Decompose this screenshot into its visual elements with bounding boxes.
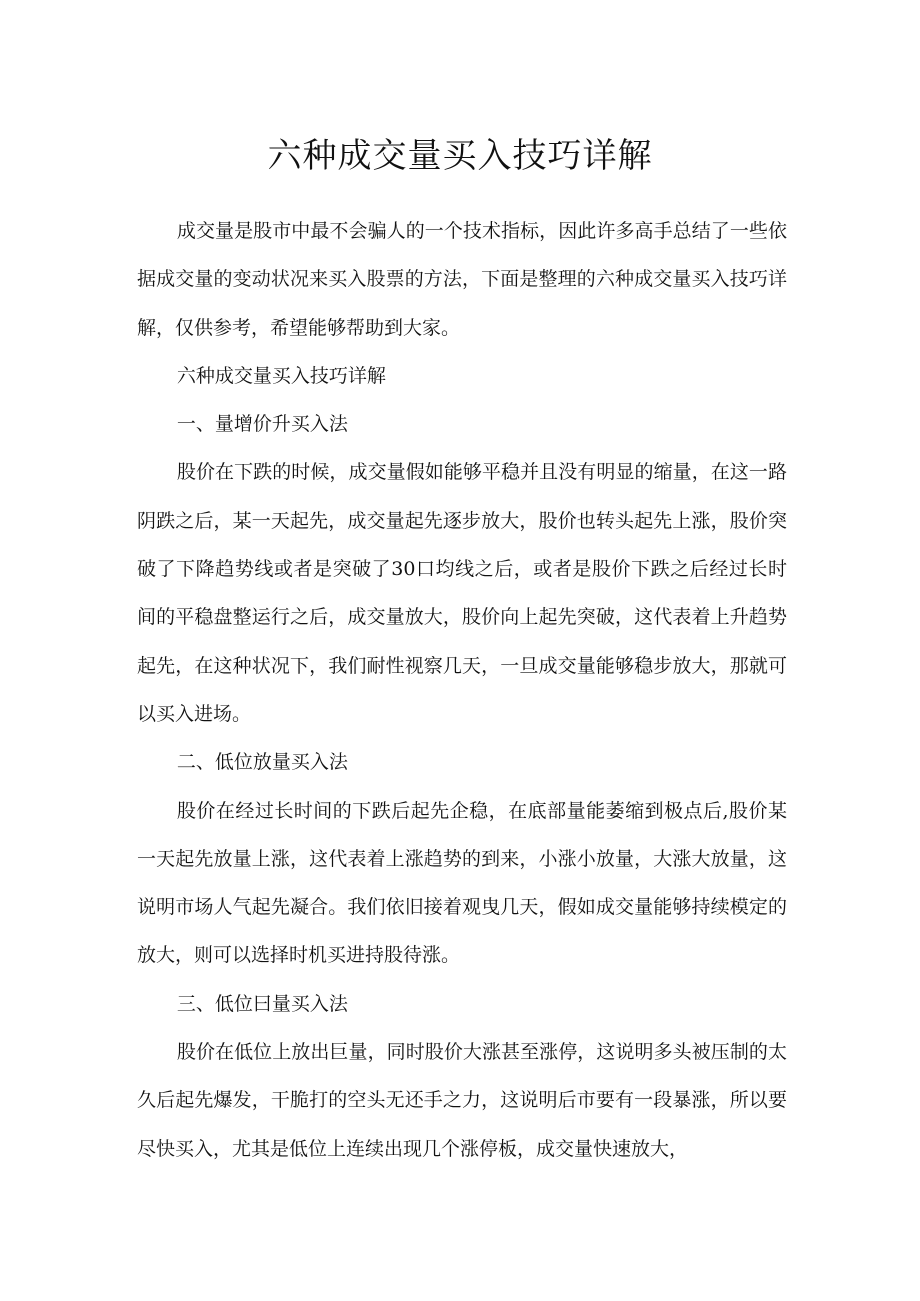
section-paragraph-3: 股价在低位上放出巨量，同时股价大涨甚至涨停，这说明多头被压制的太久后起先爆发，干脆打的空头无还手之力，这说明后市要有一段暴涨，所以要尽快买入，尤其是低位上连续出现几个涨停板，成交量快速放大， [137,1041,787,1160]
document-title: 六种成交量买入技巧详解 [267,136,653,176]
section-paragraph-2: 股价在经过长时间的下跌后起先企稳，在底部量能萎缩到极点后,股价某一天起先放量上涨，这代表着上涨趋势的到来，小涨小放量，大涨大放量，这说明市场人气起先凝合。我们依旧接着观曳几天，假如成交量能够持续模定的放大，则可以选择时机买进持股待涨。 [137,799,787,967]
section-paragraph-1: 股价在下跌的时候，成交量假如能够平稳并且没有明显的缩量，在这一路阴跌之后，某一天起先，成交量起先逐步放大，股价也转头起先上涨，股价突破了下降趋势线或者是突破了30口均线之后，或者是股价下跌之后经过长时间的平稳盘整运行之后，成交量放大，股价向上起先突破，这代表着上升趋势起先，在这种状况下，我们耐性视察几天，一旦成交量能够稳步放大，那就可以买入进场。 [137,461,787,725]
document-body [137,207,787,1173]
section-heading-3: 三、低位曰量买入法 [176,992,348,1015]
section-heading-1: 一、量增价升买入法 [176,413,348,436]
section-heading-2: 二、低位放量买入法 [176,751,348,774]
section-heading-main: 六种成交量买入技巧详解 [176,364,386,387]
intro-paragraph: 成交量是股市中最不会骗人的一个技术指标，因此许多高手总结了一些依据成交量的变动状况来买入股票的方法，下面是整理的六种成交量买入技巧详解，仅供参考，希望能够帮助到大家。 [137,220,787,339]
